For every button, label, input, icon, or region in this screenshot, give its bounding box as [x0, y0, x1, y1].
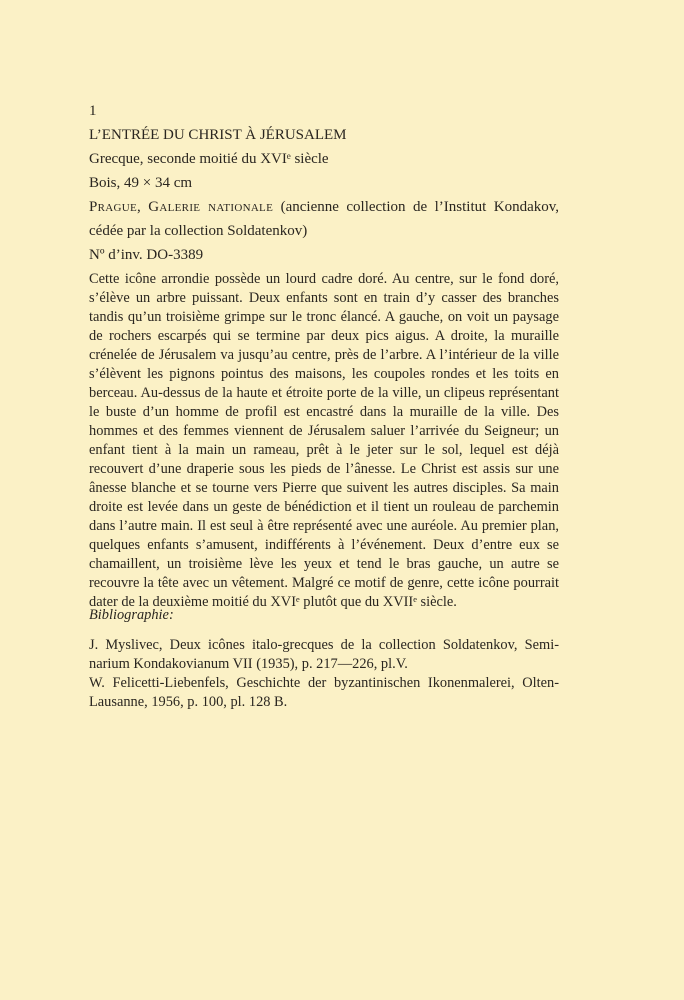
artwork-medium: Bois, 49 × 34 cm [89, 175, 193, 191]
description-paragraph: Cette icône arrondie possède un lourd cadre doré. Au centre, sur le fond doré, s’élève un arbre puissant. Deux enfants sont en train d’y casser des branches tandis qu’un troisième grimpe sur le tronc élancé. A gauche, on voit un paysage de rochers escarpés qui se termine par deux pics aigus. A droite, la muraille crénelée de Jérusalem va jusqu’au centre, près de l’arbre. A l’intérieur de la ville s’élèvent les pignons pointus des maisons, les coupoles rondes et les toits en berceau. Au-dessus de la haute et étroite porte de la ville, un clipeus représentant le buste d’un homme de profil est encastré dans la muraille de la ville. Des hommes et des femmes viennent de Jérusalem saluer l’arrivée du Seigneur; un enfant tient à la main un rameau, prêt à le jeter sur le sol, lequel est déjà recouvert d’une draperie sous les pieds de l’ânesse. Le Christ est assis sur une ânesse blanche et se tourne vers Pierre que suivent les autres disciples. Sa main droite est levée dans un geste de bénédiction et il tient un rouleau de parchemin dans l’autre main. Il est seul à être représenté avec une auréole. Au premier plan, quelques enfants s’amusent, indifférents à l’événement. Deux d’entre eux se chamaillent, un troisième lève les yeux et tend le bras gauche, un autre se recouvre la tête avec un vêtement. Malgré ce motif de genre, cette icône pourrait dater de la deuxième moitié du XVIᵉ plutôt que du XVIIᵉ siècle. [89, 271, 559, 610]
bibliography-heading: Bibliographie: [89, 607, 174, 623]
location-provenance: (ancienne collection de l’Institut Kondakov, cédée par la collection Soldatenkov) [89, 199, 560, 239]
entry-header [89, 99, 559, 267]
location-museum: Galerie nationale [148, 199, 274, 215]
bibliography-list [89, 636, 559, 712]
inventory-number: Nº d’inv. DO-3389 [89, 247, 204, 263]
bibliography-entry: W. Felicetti-Liebenfels, Geschichte der byzantinischen Ikonenmalerei, Olten-Lausanne, 1956, p. 100, pl. 128 B. [89, 675, 559, 710]
bibliography-entry: J. Myslivec, Deux icônes italo-grecques de la collection Soldatenkov, Seminarium Kondakovianum VII (1935), p. 217—226, pl.V. [89, 637, 559, 672]
artwork-location: Prague, Galerie nationale (ancienne collection de l’Institut Kondakov, cédée par la collection Soldatenkov) [89, 199, 560, 239]
catalog-number: 1 [89, 103, 97, 119]
location-city: Prague [89, 199, 138, 215]
artwork-title: L’ENTRÉE DU CHRIST À JÉRUSALEM [89, 127, 347, 143]
artwork-origin: Grecque, seconde moitié du XVIᵉ siècle [89, 151, 329, 167]
